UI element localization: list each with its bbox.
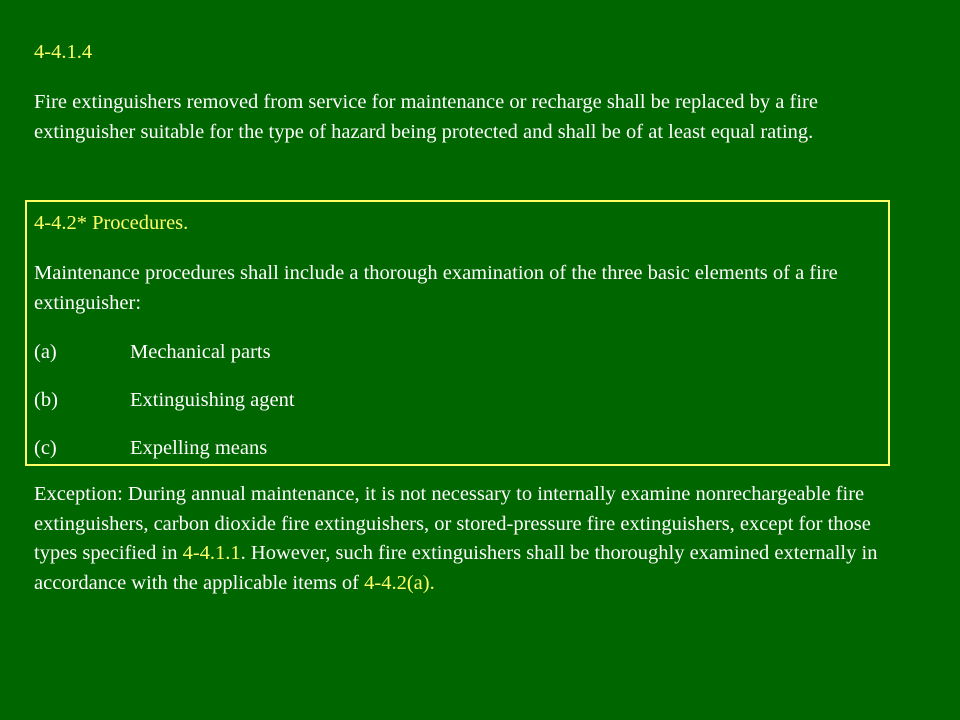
exception-text (34, 480, 914, 598)
list-item (34, 339, 271, 365)
list-item-letter: (c) (34, 437, 57, 459)
procedures-heading: 4-4.2* Procedures. (34, 212, 189, 234)
procedures-text: Maintenance procedures shall include a thorough examination of the three basic elements of a fire extinguisher: (34, 262, 838, 314)
list-item (34, 387, 295, 413)
list-item-label: Expelling means (130, 437, 268, 459)
list-item-letter: (b) (34, 389, 58, 411)
list-item-label: Extinguishing agent (130, 389, 295, 411)
exception-text-before: Exception: During annual maintenance, it is not necessary to internally examine nonrechargeable fire extinguishers, carbon dioxide fire extinguishers, or stored-pressure fire extinguishers, except for those types specified in (34, 483, 871, 564)
exception-text-middle: . However, such fire extinguishers shall be thoroughly examined externally in accordance with the applicable items of (34, 542, 878, 594)
exception-ref-2: 4-4.2(a) (364, 571, 430, 594)
list-item-letter: (a) (34, 341, 57, 363)
list-item-label: Mechanical parts (130, 341, 271, 363)
exception-text-after: . (429, 571, 435, 594)
procedures-box (25, 200, 890, 466)
section-text: Fire extinguishers removed from service for maintenance or recharge shall be replaced by a fire extinguisher suitable for the type of hazard being protected and shall be of at least equal rating. (34, 91, 818, 143)
section-heading: 4-4.1.4 (34, 41, 93, 63)
exception-ref-1: 4-4.1.1 (182, 542, 241, 564)
list-item (34, 435, 267, 461)
